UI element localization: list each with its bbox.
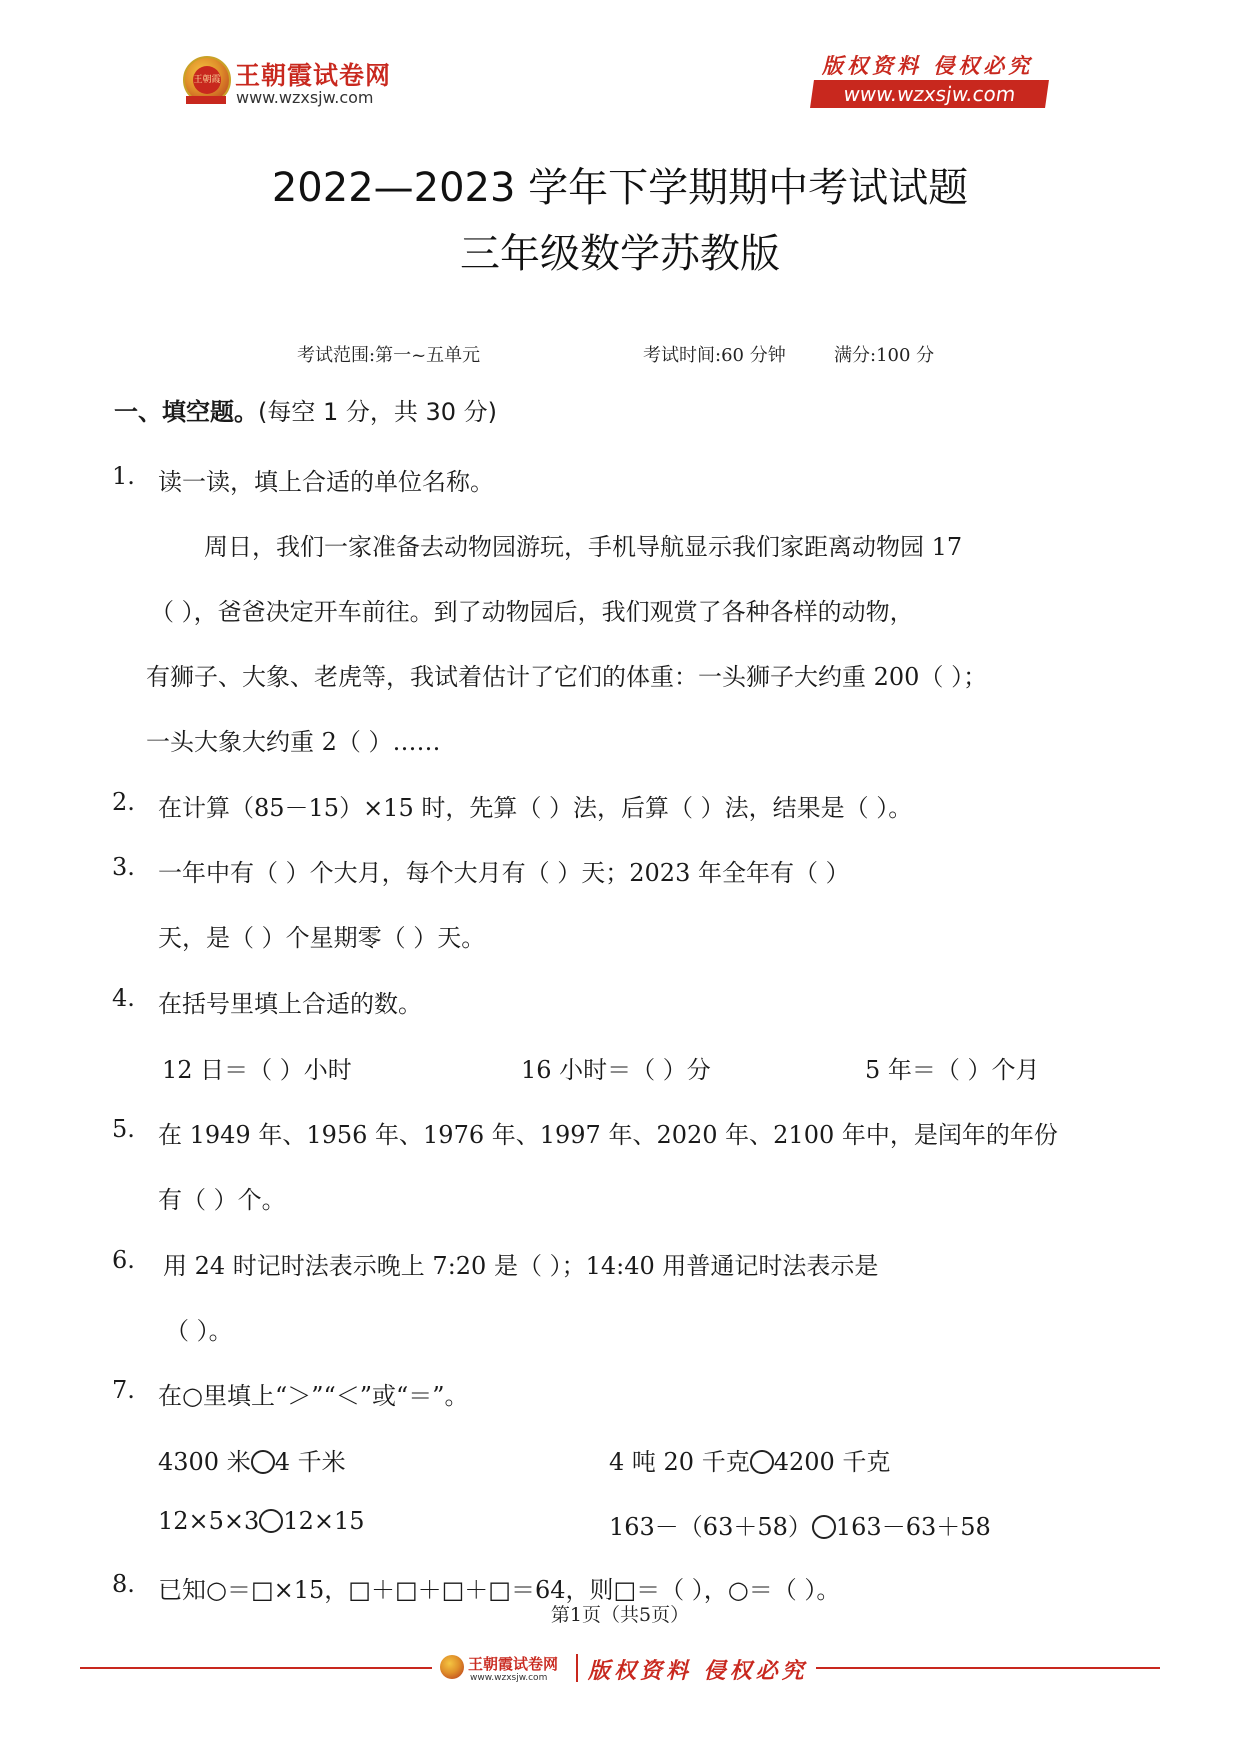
q7-item-a (158, 1442, 346, 1477)
q7-c-left: 12×5×3 (158, 1507, 260, 1535)
logo-ribbon (186, 96, 226, 104)
q1-line3: 有狮子、大象、老虎等，我试着估计了它们的体重：一头狮子大约重 200（ ）； (146, 663, 988, 691)
exam-score: 满分:100 分 (834, 345, 935, 366)
q7-b-left: 4 吨 20 千克 (609, 1448, 750, 1476)
exam-scope: 考试范围:第一~五单元 (297, 345, 481, 366)
q7-d-left: 163－（63＋58） (609, 1513, 812, 1541)
footer-logo-icon (440, 1655, 464, 1679)
q4-item-b: 16 小时＝（ ）分 (521, 1056, 711, 1084)
q1-line2: （ ），爸爸决定开车前往。到了动物园后，我们观赏了各种各样的动物， (150, 598, 914, 626)
page-number: 第1页（共5页） (550, 1604, 690, 1626)
brand-name: 王朝霞试卷网 (235, 61, 392, 90)
q4-stem: 在括号里填上合适的数。 (158, 990, 422, 1018)
q4-item-a: 12 日＝（ ）小时 (162, 1056, 352, 1084)
copyright-url[interactable]: www.wzxsjw.com (810, 80, 1049, 108)
section-heading (114, 392, 497, 427)
q2-line1: 在计算（85－15）×15 时，先算（ ）法，后算（ ）法，结果是（ ）。 (158, 794, 913, 822)
q3-number: 3. (112, 853, 135, 881)
q7-a-left: 4300 米 (158, 1448, 251, 1476)
footer-brand-name: 王朝霞试卷网 (468, 1655, 559, 1673)
q2-number: 2. (112, 788, 135, 816)
q1-line1: 周日，我们一家准备去动物园游玩，手机导航显示我们家距离动物园 17 (204, 533, 963, 561)
compare-circle-icon[interactable] (251, 1450, 275, 1474)
q1-number: 1. (112, 462, 135, 490)
q4-number: 4. (112, 984, 135, 1012)
q7-a-right: 4 千米 (274, 1448, 346, 1476)
q7-item-c (158, 1507, 364, 1535)
exam-title: 2022—2023 学年下学期期中考试试题 (271, 165, 969, 211)
footer-copyright: 版权资料 侵权必究 (588, 1658, 808, 1684)
q5-number: 5. (112, 1115, 135, 1143)
q1-line4: 一头大象大约重 2（ ）…… (146, 728, 441, 756)
q8-line1: 已知○＝□×15，□＋□＋□＋□＝64，则□＝（ ），○＝（ ）。 (158, 1576, 841, 1604)
section-title: 一、填空题。 (114, 398, 258, 426)
q6-line2: （ ）。 (165, 1317, 233, 1345)
q6-number: 6. (112, 1246, 135, 1274)
q4-item-c: 5 年＝（ ）个月 (865, 1056, 1040, 1084)
footer-brand-url[interactable]: www.wzxsjw.com (470, 1673, 548, 1683)
q3-line2: 天，是（ ）个星期零（ ）天。 (158, 924, 486, 952)
q1-stem: 读一读，填上合适的单位名称。 (158, 468, 494, 496)
footer-separator (576, 1654, 578, 1682)
section-note: (每空 1 分，共 30 分) (258, 398, 498, 426)
logo-badge-text: 王朝霞 (193, 66, 221, 94)
q5-line2: 有（ ）个。 (158, 1186, 286, 1214)
footer-divider-left (80, 1667, 432, 1669)
q7-c-right: 12×15 (283, 1507, 365, 1535)
q5-line1: 在 1949 年、1956 年、1976 年、1997 年、2020 年、2100 年中，是闰年的年份 (158, 1121, 1058, 1149)
q7-item-b (609, 1442, 890, 1477)
q6-line1: 用 24 时记时法表示晚上 7:20 是（ ）；14:40 用普通记时法表示是 (163, 1252, 879, 1280)
compare-circle-icon[interactable] (812, 1515, 836, 1539)
q7-d-right: 163－63＋58 (835, 1513, 991, 1541)
q3-line1: 一年中有（ ）个大月，每个大月有（ ）天；2023 年全年有（ ） (158, 859, 850, 887)
q7-number: 7. (112, 1376, 135, 1404)
q8-number: 8. (112, 1570, 135, 1598)
brand-url[interactable]: www.wzxsjw.com (236, 88, 374, 107)
footer-divider-right (816, 1667, 1160, 1669)
q7-stem: 在○里填上“＞”“＜”或“＝”。 (158, 1382, 469, 1410)
exam-subtitle: 三年级数学苏教版 (460, 231, 780, 277)
q7-item-d (609, 1507, 991, 1542)
compare-circle-icon[interactable] (259, 1509, 283, 1533)
compare-circle-icon[interactable] (750, 1450, 774, 1474)
exam-time: 考试时间:60 分钟 (643, 345, 786, 366)
copyright-notice: 版权资料 侵权必究 (822, 53, 1034, 78)
q7-b-right: 4200 千克 (773, 1448, 891, 1476)
